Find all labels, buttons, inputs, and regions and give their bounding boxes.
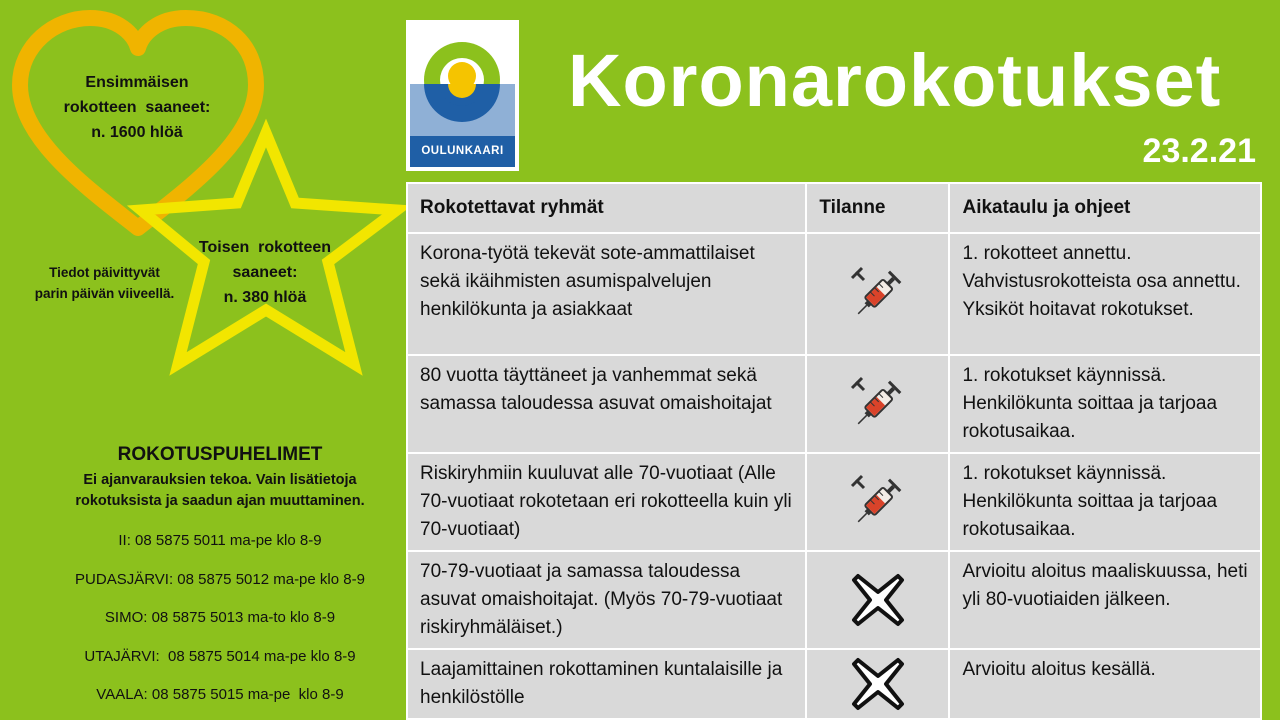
row-status: [806, 453, 949, 551]
row-status: [806, 551, 949, 649]
table-row: [407, 551, 1261, 649]
update-note-line2: parin päivän viiveellä.: [34, 286, 175, 301]
syringe-icon: [811, 266, 944, 322]
header-groups: Rokotettavat ryhmät: [407, 183, 806, 233]
second-dose-count: n. 380 hlöä: [223, 289, 307, 306]
cross-icon: [811, 572, 944, 628]
second-dose-line1: Toisen rokotteen: [198, 239, 332, 256]
page-date: 23.2.21: [1142, 132, 1256, 170]
row-schedule: Arvioitu aloitus maaliskuussa, heti yli 80-vuotiaiden jälkeen.: [949, 551, 1261, 649]
first-dose-line1: Ensimmäisen: [85, 74, 189, 91]
phones-subtitle-line1: Ei ajanvarauksien tekoa. Vain lisätietoja: [83, 472, 357, 488]
header-schedule: Aikataulu ja ohjeet: [949, 183, 1261, 233]
table-row: [407, 233, 1261, 355]
row-schedule: 1. rokotukset käynnissä. Henkilökunta soittaa ja tarjoaa rokotusaikaa.: [949, 453, 1261, 551]
table-row: [407, 453, 1261, 551]
table-row: [407, 355, 1261, 453]
first-dose-line2: rokotteen saaneet:: [63, 99, 211, 116]
phone-item-vaala: VAALA: 08 5875 5015 ma-pe klo 8-9: [96, 686, 344, 703]
vaccination-phones: [8, 444, 432, 715]
vaccination-table: [406, 182, 1262, 720]
phone-item-ii: II: 08 5875 5011 ma-pe klo 8-9: [118, 532, 322, 549]
row-schedule: Arvioitu aloitus kesällä.: [949, 649, 1261, 719]
row-group: 80 vuotta täyttäneet ja vanhemmat sekä samassa taloudessa asuvat omaishoitajat: [407, 355, 806, 453]
row-schedule: 1. rokotukset käynnissä. Henkilökunta soittaa ja tarjoaa rokotusaikaa.: [949, 355, 1261, 453]
row-group: Riskiryhmiin kuuluvat alle 70-vuotiaat (Alle 70-vuotiaat rokotetaan eri rokotteella kuin yli 70-vuotiaat): [407, 453, 806, 551]
header-status: Tilanne: [806, 183, 949, 233]
row-schedule: 1. rokotteet annettu. Vahvistusrokotteista osa annettu. Yksiköt hoitavat rokotukset.: [949, 233, 1261, 355]
row-group: 70-79-vuotiaat ja samassa taloudessa asuvat omaishoitajat. (Myös 70-79-vuotiaat riskiryhmäläiset.): [407, 551, 806, 649]
oulunkaari-logo: [406, 20, 519, 171]
syringe-icon: [811, 474, 944, 530]
table-row: [407, 649, 1261, 719]
phone-item-utajarvi: UTAJÄRVI: 08 5875 5014 ma-pe klo 8-9: [84, 647, 356, 665]
row-status: [806, 649, 949, 719]
row-group: Laajamittainen rokottaminen kuntalaisille ja henkilöstölle: [407, 649, 806, 719]
syringe-icon: [811, 376, 944, 432]
decorative-shapes: [0, 0, 420, 400]
second-dose-line2: saaneet:: [232, 264, 298, 281]
phones-subtitle-line2: rokotuksista ja saadun ajan muuttaminen.: [75, 493, 365, 509]
page-title: Koronarokotukset: [568, 39, 1222, 122]
update-note-line1: Tiedot päivittyvät: [49, 265, 160, 280]
first-dose-count: n. 1600 hlöä: [91, 124, 183, 141]
first-dose-summary: [42, 70, 232, 145]
phone-item-simo: SIMO: 08 5875 5013 ma-to klo 8-9: [104, 609, 336, 626]
update-delay-note: [12, 262, 197, 304]
row-group: Korona-työtä tekevät sote-ammattilaiset sekä ikäihmisten asumispalvelujen henkilökunta ja asiakkaat: [407, 233, 806, 355]
row-status: [806, 355, 949, 453]
phone-item-pudasjarvi: PUDASJÄRVI: 08 5875 5012 ma-pe klo 8-9: [75, 570, 365, 588]
row-status: [806, 233, 949, 355]
table-header-row: [407, 183, 1261, 233]
phones-subtitle: [8, 470, 432, 512]
logo-wordmark: OULUNKAARI: [410, 136, 515, 167]
second-dose-summary: [175, 235, 355, 310]
logo-emblem: [410, 24, 515, 136]
phones-title: ROKOTUSPUHELIMET: [117, 444, 323, 465]
cross-icon: [811, 656, 944, 712]
